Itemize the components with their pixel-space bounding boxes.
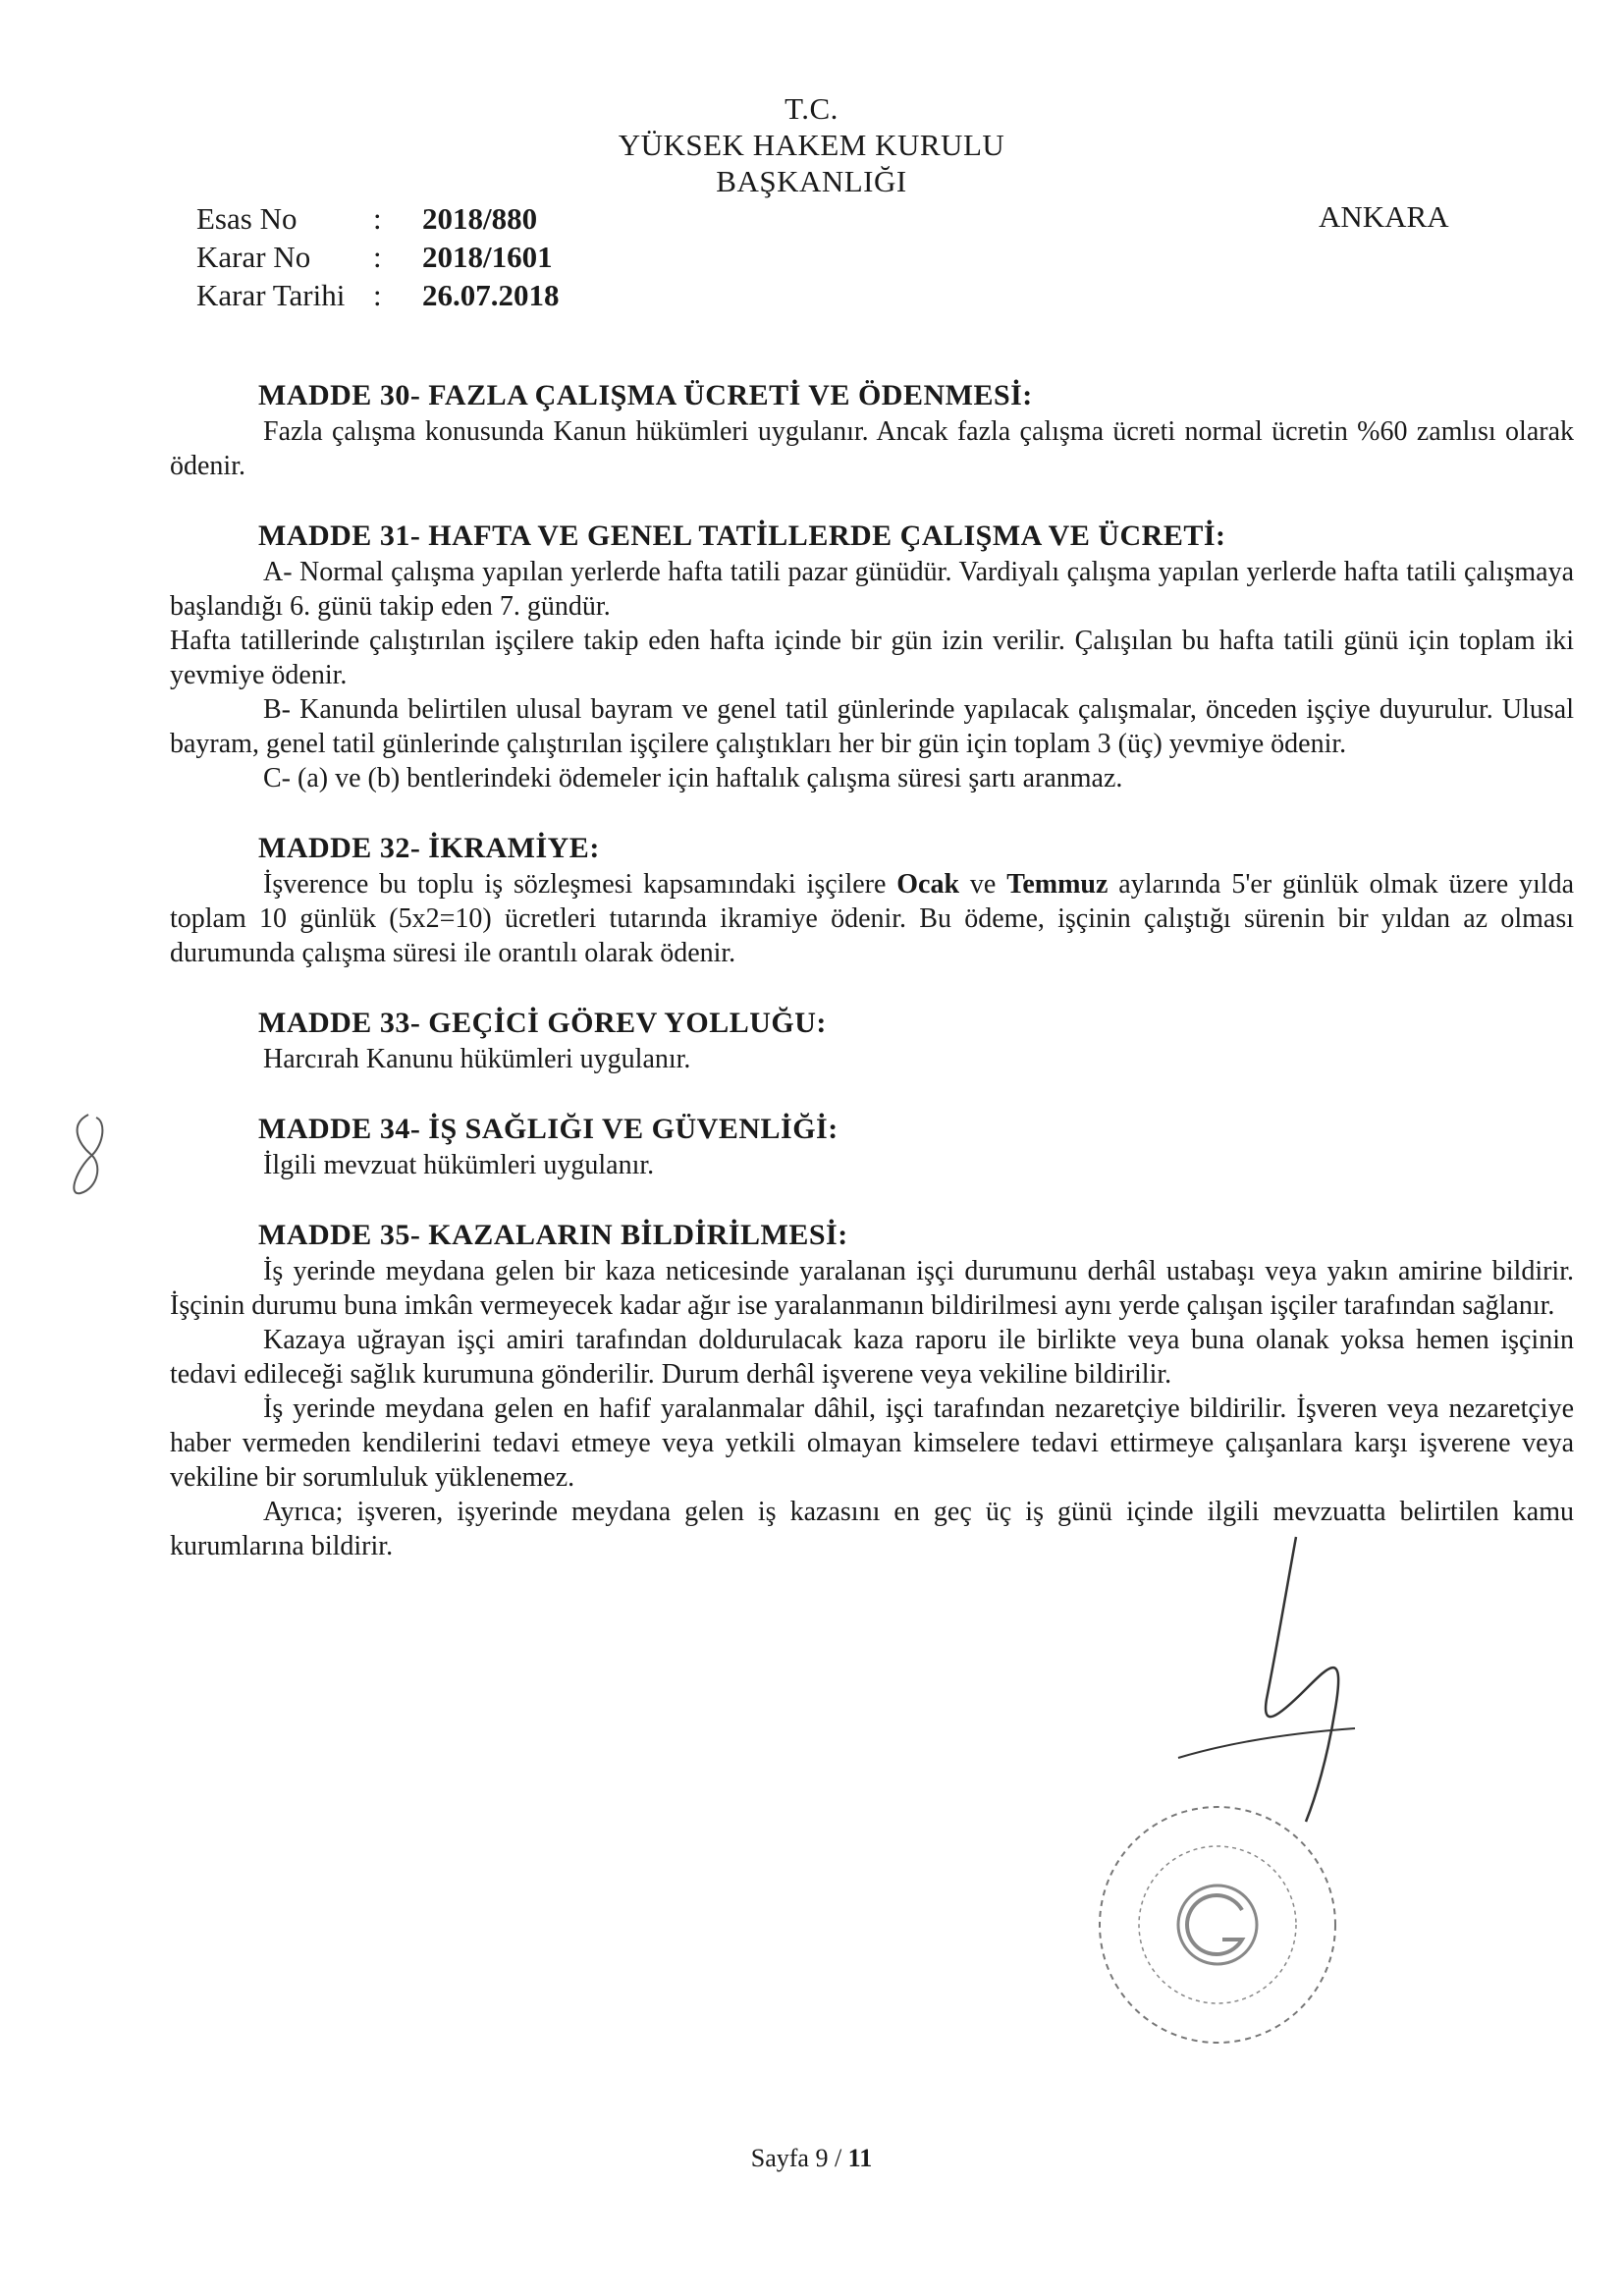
esas-row [196,199,560,238]
tarih-colon: : [373,278,382,312]
karar-value: 2018/1601 [422,240,553,274]
paragraph: Hafta tatillerinde çalıştırılan işçilere takip eden hafta içinde bir gün izin verilir. Çalışılan bu hafta tatili günü için toplam iki yevmiye ödenir. [170,626,1574,690]
section-madde-34 [170,1112,1574,1182]
paragraph: C- (a) ve (b) bentlerindeki ödemeler için haftalık çalışma süresi şartı aranmaz. [263,763,1123,793]
section-title: MADDE 33- GEÇİCİ GÖREV YOLLUĞU: [258,1007,827,1039]
page-label: Sayfa [750,2144,816,2172]
page-separator: / [828,2144,848,2172]
paragraph: A- Normal çalışma yapılan yerlerde hafta tatili pazar günüdür. Vardiyalı çalışma yapılan yerlerde hafta tatili çalışmaya başlandığı 6. günü takip eden 7. gündür. [170,557,1574,622]
text-run: İşverence bu toplu iş sözleşmesi kapsamındaki işçilere [263,869,897,900]
header-institution: YÜKSEK HAKEM KURULU [618,128,1005,162]
official-stamp [1070,1777,1365,2072]
paragraph: İş yerinde meydana gelen bir kaza neticesinde yaralanan işçi durumunu derhâl ustabaşı veya yakın amirine bildirir. İşçinin durumu buna imkân vermeyecek kadar ağır ise yaralanmanın bildirilmesi aynı yerde çalışan işçiler tarafından sağlanır. [170,1256,1574,1321]
city-label: ANKARA [1319,199,1449,234]
paragraph: İş yerinde meydana gelen en hafif yaralanmalar dâhil, işçi tarafından nezaretçiye bildirilir. İşveren veya nezaretçiye haber vermeden kendilerini tedavi etmeye veya yetkili olmayan kimselere tedavi ettirmeye çalışanlara karşı işverene veya vekiline bir sorumluluk yüklenemez. [170,1394,1574,1493]
karar-label: Karar No [196,240,311,274]
paragraph: İlgili mevzuat hükümleri uygulanır. [263,1150,655,1180]
section-madde-35 [170,1218,1574,1563]
section-title: MADDE 31- HAFTA VE GENEL TATİLLERDE ÇALIŞMA VE ÜCRETİ: [258,519,1226,552]
margin-initial-mark [59,1110,118,1198]
document-body [170,378,1574,1599]
month-temmuz: Temmuz [1006,869,1109,900]
document-header [0,90,1623,199]
page-number [0,2144,1623,2173]
header-tc: T.C. [784,91,839,126]
tarih-value: 26.07.2018 [422,278,560,312]
section-title: MADDE 32- İKRAMİYE: [258,832,600,864]
section-title: MADDE 34- İŞ SAĞLIĞI VE GÜVENLİĞİ: [258,1113,839,1145]
paragraph [170,867,1574,970]
section-title: MADDE 30- FAZLA ÇALIŞMA ÜCRETİ VE ÖDENMESİ: [258,379,1033,411]
tarih-row [196,276,560,314]
karar-row [196,238,560,276]
section-madde-33 [170,1006,1574,1076]
section-madde-32 [170,831,1574,970]
text-run: ve [959,869,1007,900]
section-title: MADDE 35- KAZALARIN BİLDİRİLMESİ: [258,1219,848,1251]
text-run: aylarında 5'er günlük olmak üzere yılda toplam 10 günlük (5x2=10) ücretleri tutarında ikramiye ödenir. Bu ödeme, işçinin çalıştığı sürenin bir yıldan az olması durumunda çalışma süresi ile orantılı olarak ödenir. [170,869,1574,968]
paragraph: B- Kanunda belirtilen ulusal bayram ve genel tatil günlerinde yapılacak çalışmalar, önceden işçiye duyurulur. Ulusal bayram, genel tatil günlerinde çalıştırılan işçilere çalıştıkları her bir gün için toplam 3 (üç) yevmiye ödenir. [170,694,1574,759]
month-ocak: Ocak [896,869,960,900]
page-current: 9 [815,2144,829,2172]
paragraph: Harcırah Kanunu hükümleri uygulanır. [263,1044,691,1074]
karar-colon: : [373,240,382,274]
header-presidency: BAŞKANLIĞI [716,164,907,198]
section-madde-30 [170,378,1574,483]
paragraph: Ayrıca; işveren, işyerinde meydana gelen iş kazasını en geç üç iş günü içinde ilgili mevzuatta belirtilen kamu kurumlarına bildirir. [170,1497,1574,1561]
page-total: 11 [847,2144,873,2172]
esas-label: Esas No [196,201,298,236]
paragraph: Fazla çalışma konusunda Kanun hükümleri uygulanır. Ancak fazla çalışma ücreti normal ücretin %60 zamlısı olarak ödenir. [170,416,1574,481]
tarih-label: Karar Tarihi [196,278,346,312]
paragraph: Kazaya uğrayan işçi amiri tarafından doldurulacak kaza raporu ile birlikte veya buna olanak yoksa hemen işçinin tedavi edileceği sağlık kurumuna gönderilir. Durum derhâl işverene veya vekiline bildirilir. [170,1325,1574,1390]
esas-value: 2018/880 [422,201,538,236]
case-meta [196,199,560,314]
section-madde-31 [170,519,1574,795]
esas-colon: : [373,201,382,236]
